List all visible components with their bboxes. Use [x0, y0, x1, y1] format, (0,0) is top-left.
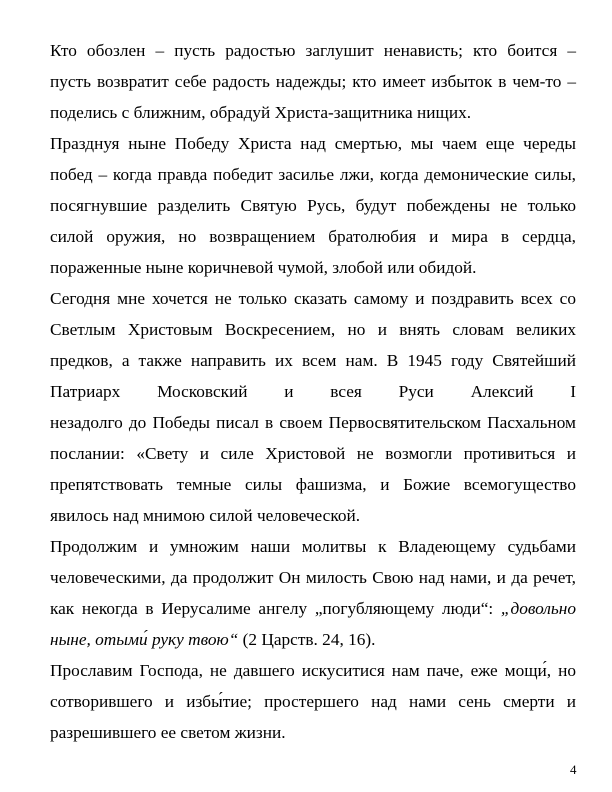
text-line — [36, 624, 576, 655]
text-line: Сегодня мне хочется не только сказать самому и поздравить всех со — [50, 289, 576, 308]
text-line: посягнувшие разделить Святую Русь, будут побеждены не только — [50, 196, 576, 215]
quote-italic: „довольно — [500, 599, 576, 618]
text-line: незадолго до Победы писал в своем Первосвятительском Пасхальном — [50, 413, 576, 432]
text-line: сотворившего и избы́тие; простершего над нами сень смерти и — [50, 692, 576, 711]
text-line: Кто обозлен – пусть радостью заглушит ненависть; кто боится – — [50, 41, 576, 60]
paragraph-3 — [36, 283, 576, 531]
text-segment: как некогда в Иерусалиме ангелу „погубляющему люди“: — [50, 599, 501, 618]
page-body — [36, 35, 576, 748]
text-line: поделись с ближним, обрадуй Христа-защитника нищих. — [50, 103, 472, 122]
paragraph-2 — [36, 128, 576, 283]
paragraph-4 — [36, 531, 576, 655]
paragraph-1 — [36, 35, 576, 128]
text-line: Празднуя ныне Победу Христа над смертью, мы чаем еще череды — [50, 134, 576, 153]
text-line: Продолжим и умножим наши молитвы к Владеющему судьбами — [50, 537, 576, 556]
text-line — [36, 593, 576, 624]
paragraph-5 — [36, 655, 576, 748]
quote-italic: ныне, отыми́ руку твою“ — [50, 630, 239, 649]
text-line: разрешившего ее светом жизни. — [50, 723, 286, 742]
text-line: пусть возвратит себе радость надежды; кто имеет избыток в чем-то – — [50, 72, 576, 91]
text-line: человеческими, да продолжит Он милость Свою над нами, и да речет, — [50, 568, 576, 587]
text-line: Светлым Христовым Воскресением, но и внять словам великих — [50, 320, 576, 339]
text-line: Патриарх Московский и всея Руси Алексий I — [50, 382, 576, 401]
text-line: Прославим Господа, не давшего искуситися нам паче, еже мощи́, но — [50, 661, 576, 680]
text-line: пораженные ныне коричневой чумой, злобой или обидой. — [50, 258, 477, 277]
text-line: силой оружия, но возвращением братолюбия и мира в сердца, — [50, 227, 576, 246]
citation: (2 Царств. 24, 16). — [238, 630, 376, 649]
text-line: побед – когда правда победит засилье лжи, когда демонические силы, — [50, 165, 576, 184]
page-number: 4 — [570, 762, 577, 777]
text-line: предков, а также направить их всем нам. В 1945 году Святейший — [50, 351, 576, 370]
text-line: послании: «Свету и силе Христовой не возмогли противиться и — [50, 444, 576, 463]
text-line: препятствовать темные силы фашизма, и Божие всемогущество — [50, 475, 576, 494]
text-line: явилось над мнимою силой человеческой. — [50, 506, 361, 525]
